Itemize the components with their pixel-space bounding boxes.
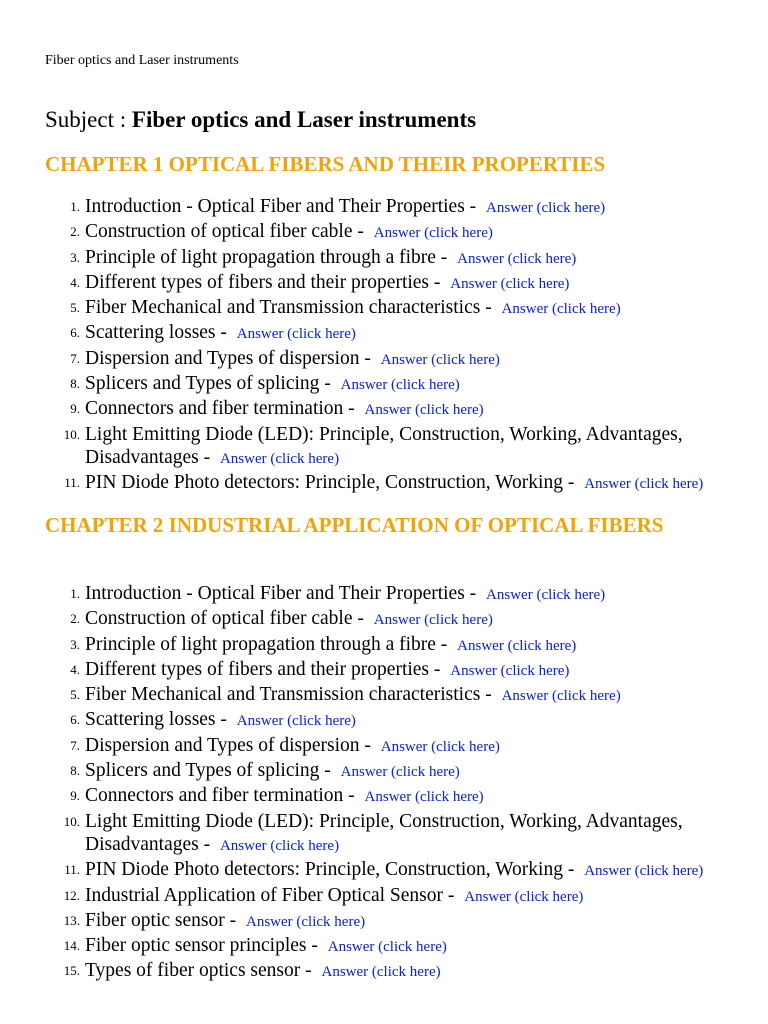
list-item (70, 347, 715, 372)
item-title: Different types of fibers and their properties - (85, 658, 446, 680)
item-title: Introduction - Optical Fiber and Their Properties - (85, 196, 482, 217)
answer-link[interactable]: Answer (click here) (219, 837, 340, 854)
subject-value: Fiber optics and Laser instruments (131, 107, 477, 132)
item-number: 7. (70, 350, 80, 366)
list-item (63, 909, 715, 934)
chapter-1-title: CHAPTER 1 OPTICAL FIBERS AND THEIR PROPERTIES (45, 152, 606, 176)
list-item (63, 934, 715, 959)
list-item (70, 582, 715, 607)
list-item (70, 220, 715, 245)
item-title: Light Emitting Diode (LED): Principle, Construction, Working, Advantages, Disadvantages - (85, 810, 683, 855)
item-number: 5. (70, 687, 80, 703)
item-title: Light Emitting Diode (LED): Principle, Construction, Working, Advantages, Disadvantages - (85, 423, 683, 468)
item-title: Industrial Application of Fiber Optical Sensor - (85, 884, 460, 906)
item-number: 9. (70, 788, 80, 804)
page-header-title: Fiber optics and Laser instruments (45, 53, 239, 68)
item-number: 14. (63, 938, 80, 954)
answer-link[interactable]: Answer (click here) (327, 939, 447, 956)
list-item (70, 397, 715, 422)
answer-link[interactable]: Answer (click here) (501, 301, 621, 318)
item-number: 15. (63, 963, 80, 979)
item-number: 10. (63, 426, 80, 442)
item-number: 6. (70, 325, 80, 341)
item-title: Fiber Mechanical and Transmission characteristics - (85, 297, 497, 319)
answer-link[interactable]: Answer (click here) (501, 688, 621, 705)
chapter-1-list (63, 195, 715, 497)
item-number: 9. (70, 401, 80, 417)
item-title: Connectors and fiber termination - (85, 398, 360, 420)
answer-link[interactable]: Answer (click here) (236, 326, 356, 343)
list-item (70, 658, 715, 683)
list-item (70, 734, 715, 759)
answer-link[interactable]: Answer (click here) (364, 789, 484, 806)
item-number: 3. (70, 636, 80, 652)
answer-link[interactable]: Answer (click here) (321, 964, 441, 981)
item-title: Scattering losses - (85, 709, 232, 731)
item-number: 4. (70, 661, 80, 677)
list-item (63, 423, 715, 472)
item-title: PIN Diode Photo detectors: Principle, Construction, Working - (85, 472, 580, 494)
list-item (70, 683, 715, 708)
list-item (70, 296, 715, 321)
item-title: Fiber optic sensor principles - (85, 935, 323, 957)
item-number: 4. (70, 274, 80, 290)
list-item (63, 959, 715, 984)
item-title: Construction of optical fiber cable - (85, 221, 369, 243)
answer-link[interactable]: Answer (click here) (364, 402, 484, 419)
list-item (63, 884, 715, 909)
answer-link[interactable]: Answer (click here) (450, 275, 570, 292)
answer-link[interactable]: Answer (click here) (457, 250, 577, 267)
item-number: 1. (70, 199, 80, 214)
list-item (70, 633, 715, 658)
answer-link[interactable]: Answer (click here) (340, 377, 460, 394)
item-title: Connectors and fiber termination - (85, 785, 360, 807)
item-number: 3. (70, 249, 80, 265)
answer-link[interactable]: Answer (click here) (380, 351, 500, 368)
item-title: Fiber Mechanical and Transmission characteristics - (85, 684, 497, 706)
item-number: 2. (70, 611, 80, 627)
answer-link[interactable]: Answer (click here) (373, 225, 493, 242)
subject-line (45, 105, 476, 135)
list-item (70, 246, 715, 271)
item-number: 8. (70, 763, 80, 779)
item-title: PIN Diode Photo detectors: Principle, Construction, Working - (85, 859, 580, 881)
item-title: Introduction - Optical Fiber and Their Properties - (85, 583, 482, 604)
item-title: Different types of fibers and their properties - (85, 271, 446, 293)
item-number: 6. (70, 712, 80, 728)
list-item (70, 759, 715, 784)
answer-link[interactable]: Answer (click here) (373, 612, 493, 629)
item-number: 7. (70, 737, 80, 753)
item-title: Types of fiber optics sensor - (85, 960, 317, 982)
answer-link[interactable]: Answer (click here) (236, 713, 356, 730)
item-title: Splicers and Types of splicing - (85, 760, 336, 782)
item-title: Dispersion and Types of dispersion - (85, 347, 376, 369)
item-title: Splicers and Types of splicing - (85, 373, 336, 395)
list-item (64, 858, 715, 883)
answer-link[interactable]: Answer (click here) (584, 863, 704, 880)
chapter-2-list (63, 582, 715, 985)
list-item (70, 607, 715, 632)
item-number: 13. (63, 912, 80, 928)
item-title: Dispersion and Types of dispersion - (85, 734, 376, 756)
item-title: Principle of light propagation through a fibre - (85, 633, 453, 655)
answer-link[interactable]: Answer (click here) (486, 200, 606, 216)
subject-label: Subject : (45, 107, 132, 132)
item-number: 10. (63, 813, 80, 829)
list-item (70, 372, 715, 397)
answer-link[interactable]: Answer (click here) (486, 587, 606, 603)
item-number: 8. (70, 376, 80, 392)
item-number: 5. (70, 300, 80, 316)
answer-link[interactable]: Answer (click here) (219, 450, 340, 467)
list-item (70, 708, 715, 733)
answer-link[interactable]: Answer (click here) (457, 637, 577, 654)
chapter-2-title: CHAPTER 2 INDUSTRIAL APPLICATION OF OPTICAL FIBERS (45, 513, 664, 537)
list-item (70, 271, 715, 296)
list-item (70, 784, 715, 809)
item-number: 2. (70, 224, 80, 240)
item-number: 11. (64, 862, 80, 878)
item-title: Construction of optical fiber cable - (85, 608, 369, 630)
answer-link[interactable]: Answer (click here) (450, 662, 570, 679)
answer-link[interactable]: Answer (click here) (340, 764, 460, 781)
answer-link[interactable]: Answer (click here) (464, 888, 584, 905)
item-number: 12. (63, 887, 80, 903)
list-item (70, 195, 715, 220)
list-item (64, 471, 715, 496)
item-title: Principle of light propagation through a fibre - (85, 246, 453, 268)
item-title: Scattering losses - (85, 322, 232, 344)
item-title: Fiber optic sensor - (85, 909, 241, 931)
answer-link[interactable]: Answer (click here) (380, 738, 500, 755)
list-item (70, 321, 715, 346)
answer-link[interactable]: Answer (click here) (584, 476, 704, 493)
item-number: 11. (64, 475, 80, 491)
item-number: 1. (70, 586, 80, 601)
list-item (63, 810, 715, 859)
answer-link[interactable]: Answer (click here) (245, 913, 366, 930)
